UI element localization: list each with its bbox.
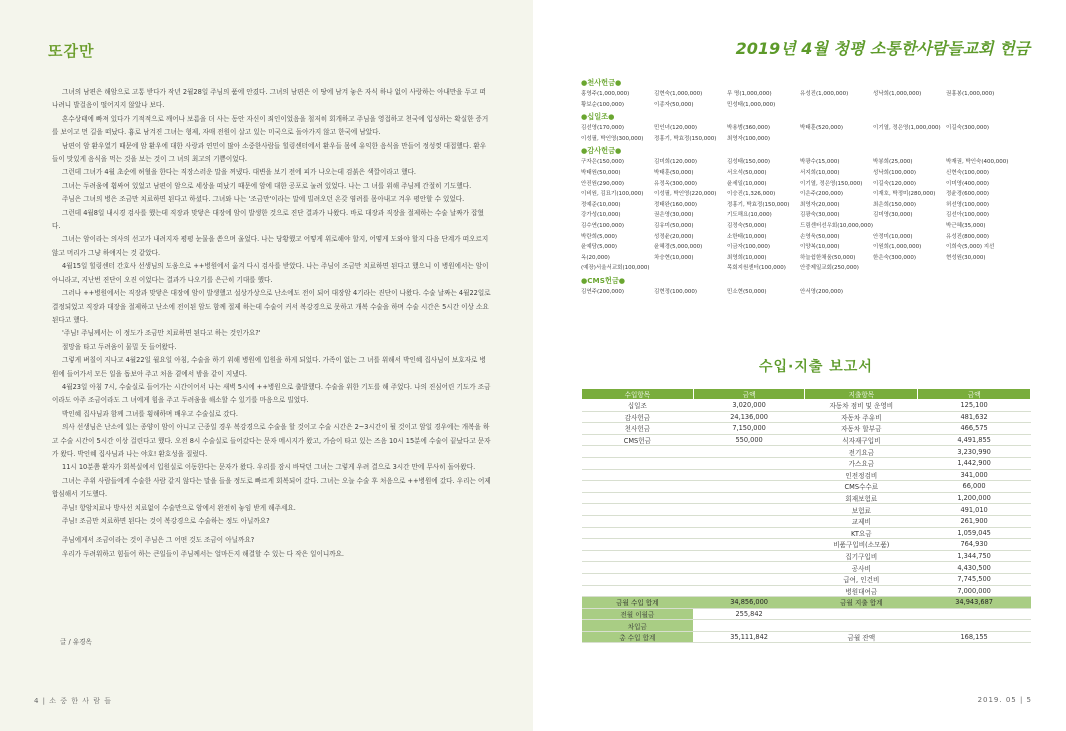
expense-amount-cell: 1,059,045 (918, 527, 1031, 539)
blank-cell (918, 620, 1031, 632)
page-number-left: 4 | 소 중 한 사 람 들 (34, 697, 112, 705)
offering-entry: 유성진(800,000) (946, 233, 989, 240)
income-item-cell (582, 492, 694, 504)
essay-paragraph: 그녀는 두려움에 휩싸여 있었고 남편이 암으로 세상을 떠났기 때문에 암에 대한 공포로 눌려 있었다. 나는 그 녀를 위해 주님께 간절히 기도했다. (62, 181, 472, 190)
offering-entry: 소한태(10,000) (727, 233, 767, 240)
expense-amount-cell: 7,745,500 (918, 573, 1031, 585)
report-title: 수입·지출 보고서 (759, 359, 873, 375)
offering-entry: 김광숙(30,000) (800, 212, 840, 219)
offering-entry: (예장)서울서교회(100,000) (581, 265, 650, 272)
expense-amount-cell: 66,000 (918, 481, 1031, 493)
summary-row-loan (582, 620, 1031, 632)
table-row (582, 539, 1031, 551)
expense-item-header: 지출항목 (805, 389, 918, 400)
offering-entry: 박용범(360,000) (727, 125, 770, 132)
offering-entry: 이길숙(120,000) (873, 180, 916, 187)
table-row (582, 492, 1031, 504)
income-amount-cell (693, 457, 805, 469)
offering-entry: 홍영주(1,000,000) (581, 91, 630, 97)
offering-entry: 허선영(100,000) (946, 201, 989, 208)
table-row (582, 400, 1031, 412)
offering-entry: 정태완(160,000) (654, 201, 697, 208)
income-amount-cell: 3,020,000 (693, 400, 805, 412)
offering-entry: 안정미(10,000) (873, 233, 913, 240)
offering-entry: 이희숙(5,000) 지선 (946, 244, 995, 251)
blank-cell (805, 620, 918, 632)
offering-entry: 민소현(50,000) (727, 288, 767, 295)
essay-paragraph: 그렇게 벼칠이 지나고 4월22일 월요일 아침, 수술을 하기 위해 병원에 입원을 하게 되었다. 가족이 없는 그 녀를 위해서 박인혜 집사님이 보호자로 병원에 들어가서 모든 일을 돕보아 주고 처음 곁에서 밤을 같이 지냈다. (52, 356, 486, 378)
offering-section-heading: ●CMS헌금● (581, 275, 626, 285)
offering-entry: 윤혜경(5,000,000) (654, 244, 703, 251)
offering-entry: 김현정(100,000) (654, 288, 697, 295)
loan-value (693, 620, 805, 632)
income-item-cell: CMS헌금 (582, 434, 694, 446)
expense-amount-cell: 4,491,855 (918, 434, 1031, 446)
offering-entry: 이기열, 정은영(1,000,000) (873, 125, 941, 132)
income-item-cell: 십일조 (582, 400, 694, 412)
offering-entry: 이원희(1,000,000) (873, 244, 922, 251)
expense-amount-cell: 3,230,990 (918, 446, 1031, 458)
essay-paragraph: 그런데 4월8일 내시경 검사를 했는데 직장과 맞닿은 대장에 암이 발생한 것으로 진단 결과가 나왔다. 바로 대장과 직장을 절제하는 수술 날짜가 잡혔다. (52, 208, 484, 231)
offering-entry: 이성필, 박인영(220,000) (654, 191, 717, 198)
offering-entry (946, 100, 1021, 111)
offering-entry (873, 221, 946, 232)
income-amount-cell (693, 481, 805, 493)
expense-amount-cell: 1,442,900 (918, 457, 1031, 469)
essay-paragraph: 박인혜 집사님과 함께 그녀를 횡해하며 배우고 수술실로 갔다. (62, 409, 239, 418)
offering-entry: 이길숙(300,000) (946, 125, 989, 132)
offering-entry: 최은희(150,000) (873, 201, 916, 208)
blank-cell (805, 608, 918, 620)
offering-entry: 현성원(30,000) (946, 254, 986, 261)
income-item-cell (582, 457, 694, 469)
carry-label: 전월 이월금 (582, 608, 694, 620)
offering-grid (581, 123, 1031, 144)
expense-item-cell: 인전정검비 (805, 469, 918, 481)
expense-amount-cell: 491,010 (918, 504, 1031, 516)
essay-paragraph: 그러나 ++병원에서는 직장과 맞닿은 대장에 암이 발생했고 설상가상으로 난소에도 전이 되어 대장암 4기라는 진단이 나왔다. 수술 날짜는 4월22일로 결정되었고 직장과 대장을 절제하고 난소에 전이된 암도 함께 절제 하는데 수술이 커서 복강경으로 못하고 개복 수술을 하며 수술 시간은 5시간 이상 소요 된다고 했다. (52, 289, 491, 324)
offering-entry: 차승현(10,000) (654, 254, 694, 261)
offering-entry (946, 263, 1021, 274)
table-row (582, 481, 1031, 493)
offering-section-heading: ●십일조● (581, 112, 615, 122)
offering-entry: 서오석(50,000) (727, 169, 767, 176)
income-item-cell (582, 469, 694, 481)
expense-item-cell: KT요금 (805, 527, 918, 539)
essay-paragraph: 남편이 암 환우였기 때문에 암 환우에 대한 사랑과 연민이 많아 소중한사람들 힐링센터에서 환우들 몸에 유익한 음식을 만들어 정성껏 대접했다. 환우들이 맛있게 음식을 먹는 것을 보는 것이 그 녀의 최고의 기쁨이었다. (52, 141, 487, 164)
income-amount-cell (693, 446, 805, 458)
offering-entry: 민인녀(120,000) (654, 125, 697, 132)
income-total-label: 금월 수입 합계 (582, 597, 694, 609)
offering-entry: 김수연(100,000) (581, 222, 624, 229)
offering-entry: 박봉희(25,000) (873, 159, 913, 166)
offering-entry: 정홍기, 박효정(150,000) (727, 201, 790, 208)
offering-entry: 이미영(400,000) (946, 180, 989, 187)
offering-entry: 이기열, 정은영(150,000) (800, 180, 863, 187)
table-row (582, 469, 1031, 481)
expense-amount-cell: 7,000,000 (918, 585, 1031, 597)
offering-entry: 이재호, 박정미(280,000) (873, 191, 936, 198)
offering-entry: 한은숙(300,000) (873, 254, 916, 261)
offering-entry: 윤예담(5,000) (581, 244, 617, 251)
table-row (582, 434, 1031, 446)
expense-item-cell: CMS수수료 (805, 481, 918, 493)
offering-entry: 유성진(1,000,000) (800, 91, 849, 97)
table-row (582, 550, 1031, 562)
offering-entry: 옥(20,000) (581, 254, 610, 261)
essay-body (52, 86, 492, 561)
expense-item-cell: 급여, 인건비 (805, 573, 918, 585)
offering-entry: 안서영(200,000) (800, 288, 843, 295)
offering-entry: 이금자(100,000) (727, 244, 770, 251)
offering-entry (873, 263, 946, 274)
offering-entry: 김정숙(50,000) (727, 222, 767, 229)
offering-entry: 박근혜(35,000) (946, 222, 986, 229)
offering-entry: 최영자(100,000) (727, 135, 770, 142)
income-item-cell: 천사헌금 (582, 423, 694, 435)
expense-item-cell: 전기요금 (805, 446, 918, 458)
income-amount-cell (693, 469, 805, 481)
offering-entry: 김미영(30,000) (873, 212, 913, 219)
income-amount-cell: 24,136,000 (693, 411, 805, 423)
offering-entry: 강가성(10,000) (581, 212, 621, 219)
expense-total-label: 금월 지출 합계 (805, 597, 918, 609)
table-row (582, 423, 1031, 435)
offering-entry: 윤세일(10,000) (727, 180, 767, 187)
essay-paragraph: 주님은 그녀의 병은 조금만 치료하면 된다고 하셨다. 그녀와 나는 '조금만'이라는 말에 빌려오던 온갖 염려를 몸아내고 겨우 평안할 수 있었다. (62, 195, 465, 204)
income-item-cell (582, 446, 694, 458)
table-row (582, 562, 1031, 574)
loan-label: 차입금 (582, 620, 694, 632)
expense-amount-cell: 481,632 (918, 411, 1031, 423)
table-row (582, 457, 1031, 469)
offering-entry: 김미희(120,000) (654, 159, 697, 166)
carry-value: 255,842 (693, 608, 805, 620)
offering-entry: 박란희(5,000) (581, 233, 617, 240)
expense-amount-cell: 4,430,500 (918, 562, 1031, 574)
offering-entry: 정예준(10,000) (581, 201, 621, 208)
offering-entry (873, 100, 946, 111)
table-row (582, 527, 1031, 539)
offering-entry: 드림센터선우회(10,000,000) (800, 222, 873, 229)
offering-entry: 박태훈(50,000) (654, 169, 694, 176)
offering-entry: 정홍기, 박효정(150,000) (654, 135, 717, 142)
offering-entry: 성낙희(100,000) (873, 169, 916, 176)
expense-item-cell: 병원대여금 (805, 585, 918, 597)
expense-item-cell: 공사비 (805, 562, 918, 574)
table-row (582, 411, 1031, 423)
expense-amount-cell: 125,100 (918, 400, 1031, 412)
offering-entry (873, 134, 946, 145)
offering-entry: 이승진(1,326,000) (727, 191, 776, 198)
expense-item-cell: 자동차 주유비 (805, 411, 918, 423)
right-page (533, 0, 1066, 731)
table-row (582, 573, 1031, 585)
essay-paragraph: 주님! 조금만 치료하면 된다는 것이 복강경으로 수술하는 정도 아닐까요? (62, 517, 270, 525)
essay-paragraph: 혼수상태에 빠져 있다가 기적적으로 깨어나 보름을 더 사는 동안 자신이 죄인이었음을 철저히 회개하고 주님을 영접하고 천국에 입성하는 확실한 증거를 보이고 먼 길을 떠났다. 흉로 남겨진 그녀는 형제, 자매 전원이 살고 있는 미국으로 돌아가지 않고 한국에 남았다. (52, 114, 489, 137)
essay-paragraph: 그런데 그녀가 4월 초순에 허혈을 한다는 직장스러운 말을 꺼냈다. 대변을 보기 전에 피가 나오는데 검붉은 색깔이라고 했다. (62, 168, 417, 177)
income-item-cell (582, 562, 694, 574)
expense-item-cell: 자동차 점비 및 운영비 (805, 400, 918, 412)
income-item-header: 수입항목 (582, 389, 694, 400)
offering-entry: 박태훈(520,000) (800, 125, 843, 132)
offering-entry: 기도해요(10,000) (727, 212, 772, 219)
offering-entry: 서지희(10,000) (800, 169, 840, 176)
offering-entry: 구자은(150,000) (581, 159, 624, 166)
table-body (582, 400, 1031, 597)
offering-entry: 김연주(200,000) (581, 288, 624, 295)
offering-entry (800, 100, 873, 111)
expense-item-cell: 자동차 할부금 (805, 423, 918, 435)
income-amount-cell (693, 550, 805, 562)
offering-entry (873, 287, 946, 298)
income-amount-cell (693, 585, 805, 597)
offering-entry (946, 134, 1021, 145)
offering-entry: 이양복(10,000) (800, 244, 840, 251)
expense-item-cell: 비품구입비(소모품) (805, 539, 918, 551)
offering-section-heading: ●천사헌금● (581, 78, 622, 87)
income-amount-cell (693, 492, 805, 504)
offering-entry (946, 287, 1021, 298)
essay-paragraph: 우리가 두려워하고 힘들어 하는 큰일들이 주님께서는 얼마든지 해결할 수 있는 다 작은 일이니까요. (62, 549, 345, 558)
income-item-cell (582, 539, 694, 551)
page-number-right: 2019. 05 | 5 (977, 696, 1032, 704)
income-item-cell (582, 585, 694, 597)
essay-paragraph: 그녀는 암이라는 의사의 선고가 내려지자 평평 눈물을 쏟으며 울었다. 나는 당황했고 어떻게 위로해야 할지, 어떻게 도와야 할지 다음 단계가 떠오르지 않고 머리가 그냥 하얘지는 것 같았다. (52, 235, 489, 257)
offering-entry: 김유미(50,000) (654, 222, 694, 229)
offering-entry: 권홍봉(1,000,000) (946, 91, 995, 97)
expense-amount-cell: 1,200,000 (918, 492, 1031, 504)
offering-entry (654, 263, 727, 274)
expense-item-cell: 보험료 (805, 504, 918, 516)
offering-grid (581, 157, 1031, 274)
offering-entry: 권은영(30,000) (654, 212, 694, 219)
offering-entry: 성낙희(1,000,000) (873, 91, 922, 97)
offering-title: 2019년 4월 청평 소통한사람들교회 헌금 (735, 39, 1030, 58)
offering-entry: 무 명(1,000,000) (727, 91, 772, 97)
essay-paragraph: 4월23일 아침 7시, 수술실로 들어가는 시간이어서 나는 새벽 5시에 ++병원으로 출발했다. 수술을 위한 기도를 해 주었다. 나의 진심어린 기도가 조금이라도 아주 조금이라도 그 녀에게 힘을 주고 두려움을 해소할 수 있기를 마음으로 빌었다. (52, 382, 491, 405)
income-item-cell (582, 527, 694, 539)
offering-entry (800, 134, 873, 145)
expense-amount-cell: 466,575 (918, 423, 1031, 435)
offering-entry: 손영욱(50,000) (800, 233, 840, 240)
total-income-label: 총 수입 합계 (582, 631, 694, 643)
expense-amount-cell: 261,900 (918, 515, 1031, 527)
income-expense-table (581, 388, 1031, 643)
essay-title: 또감만 (48, 42, 95, 60)
essay-paragraph: 의사 선생님은 난소에 있는 종양이 암이 아니고 근종일 경우 복강경으로 수술을 할 것이고 수술 시간은 2~3시간이 될 것이고 암일 경우에는 개복을 하고 수술 시간이 5시간 이상 걸린다고 했다. 오전 8시 수술실로 들어갔다는 문자 메시지가 왔고, 가슴이 타고 있는 즈음 10시 15분에 수술이 끝났다고 문자가 왔다. 박인혜 집사님과 나는 야호! 환호성을 질렀다. (52, 423, 491, 458)
expense-item-cell: 회재보험료 (805, 492, 918, 504)
table-row (582, 504, 1031, 516)
offering-section-heading: ●감사헌금● (581, 146, 622, 156)
summary-row-carry (582, 608, 1031, 620)
income-amount-cell (693, 515, 805, 527)
offering-entry: 성정윤(20,000) (654, 233, 694, 240)
offering-entry: 이종자(50,000) (654, 101, 694, 108)
offering-entry: 하늘쉼한채움(50,000) (800, 254, 856, 261)
table-row (582, 446, 1031, 458)
table-row (582, 515, 1031, 527)
offering-entry: 유정옥(300,000) (654, 180, 697, 187)
income-item-cell (582, 550, 694, 562)
table-header-row (582, 389, 1031, 400)
offering-entry: 김성태(150,000) (727, 159, 770, 166)
balance-label: 금월 잔액 (805, 631, 918, 643)
offering-entry: 박재권, 박인숙(400,000) (946, 159, 1009, 166)
essay-paragraph: 절망을 타고 두려움이 물밀 듯 들어왔다. (62, 342, 177, 351)
offering-entry: 신현숙(100,000) (946, 169, 989, 176)
income-amount-cell (693, 562, 805, 574)
income-amount-header: 금액 (693, 389, 805, 400)
income-total-value: 34,856,000 (693, 597, 805, 609)
offering-entry: 이비원, 김묘기(100,000) (581, 191, 644, 198)
essay-paragraph: 그녀의 남편은 해암으로 고통 받다가 작년 2월28일 주님의 품에 안겼다. 그녀의 남편은 이 땅에 남겨 놓은 자식 하나 없이 사랑하는 아내만을 두고 떠나려니 발걸음이 떨어지지 않았나 보다. (52, 88, 486, 110)
income-amount-cell (693, 504, 805, 516)
offering-entry: 안중제일교회(250,000) (800, 265, 859, 272)
income-amount-cell: 550,000 (693, 434, 805, 446)
essay-paragraph: 11시 10분쯤 환자가 회복실에서 입원실로 이동한다는 문자가 왔다. 우리를 잠시 바닥던 그녀는 그렇게 우려 결으로 3시간 만에 무사히 돌아왔다. (62, 463, 476, 472)
expense-item-cell: 가스요금 (805, 457, 918, 469)
offering-entry: 김선아(100,000) (946, 212, 989, 219)
income-amount-cell (693, 573, 805, 585)
balance-value: 168,155 (918, 631, 1031, 643)
summary-row-totals (582, 597, 1031, 609)
offering-entry: 민성태(1,000,000) (727, 101, 776, 108)
offering-entry: 정윤경(600,000) (946, 191, 989, 198)
offering-entry: 최영자(20,000) (800, 201, 840, 208)
expense-item-cell: 식자재구입비 (805, 434, 918, 446)
essay-paragraph: 주님에게서 조금이라는 것이 주님은 그 어떤 것도 조금이 아닐까요? (62, 536, 255, 545)
expense-amount-cell: 1,344,750 (918, 550, 1031, 562)
essay-paragraph: 주님! 항암치료나 방사선 치료없이 수술만으로 암에서 완전히 놓임 받게 해주세요. (62, 503, 296, 512)
offering-entry: 이은주(200,000) (800, 191, 843, 198)
offering-entry: 목회지원센터(100,000) (727, 265, 786, 272)
essay-paragraph: '주님! 주님께서는 이 정도가 조금만 치료하면 된다고 하는 것인가요?' (62, 329, 261, 338)
income-item-cell (582, 481, 694, 493)
income-item-cell (582, 573, 694, 585)
summary-row-grand (582, 631, 1031, 643)
expense-amount-cell: 341,000 (918, 469, 1031, 481)
total-income-value: 35,111,842 (693, 631, 805, 643)
income-amount-cell (693, 539, 805, 551)
offering-entry: 김현숙(1,000,000) (654, 91, 703, 97)
expense-item-cell: 집기구입비 (805, 550, 918, 562)
blank-cell (918, 608, 1031, 620)
offering-entry: 안진원(290,000) (581, 180, 624, 187)
table-row (582, 585, 1031, 597)
offering-entry: 황보순(100,000) (581, 101, 624, 108)
expense-amount-header: 금액 (918, 389, 1031, 400)
income-amount-cell (693, 527, 805, 539)
offering-entry: 최영희(10,000) (727, 254, 767, 261)
income-item-cell (582, 515, 694, 527)
essay-paragraph: 4월15일 힐링센터 간호사 선생님의 도움으로 ++병원에서 옮겨 다시 검사를 받았다. 나는 주님이 조금만 치료하면 된다고 했으니 이 병원에서는 암이 아니라고, 지난번 진단이 오진 이었다는 결과가 나오기를 은근히 기대를 했다. (52, 262, 489, 284)
offering-grid (581, 287, 1031, 298)
income-item-cell (582, 504, 694, 516)
expense-item-cell: 교제비 (805, 515, 918, 527)
offering-entry: 이성필, 박인영(300,000) (581, 135, 644, 142)
expense-amount-cell: 764,930 (918, 539, 1031, 551)
expense-total-value: 34,943,687 (918, 597, 1031, 609)
essay-paragraph: 그녀는 주위 사람들에게 수술한 사람 같지 않다는 말을 들을 정도로 빠르게 회복되어 갔다. 그녀는 오늘 수술 후 처음으로 ++병원에 갔다. 우리는 어제 합심해서 기도했다. (52, 476, 491, 499)
offering-entry: 김선영(170,000) (581, 125, 624, 132)
income-item-cell: 감사헌금 (582, 411, 694, 423)
essay-author: 글 / 유경옥 (60, 638, 92, 646)
offering-list (581, 76, 1031, 298)
income-amount-cell: 7,150,000 (693, 423, 805, 435)
offering-grid (581, 89, 1031, 110)
offering-entry: 박태원(50,000) (581, 169, 621, 176)
offering-entry: 박광수(15,000) (800, 159, 840, 166)
